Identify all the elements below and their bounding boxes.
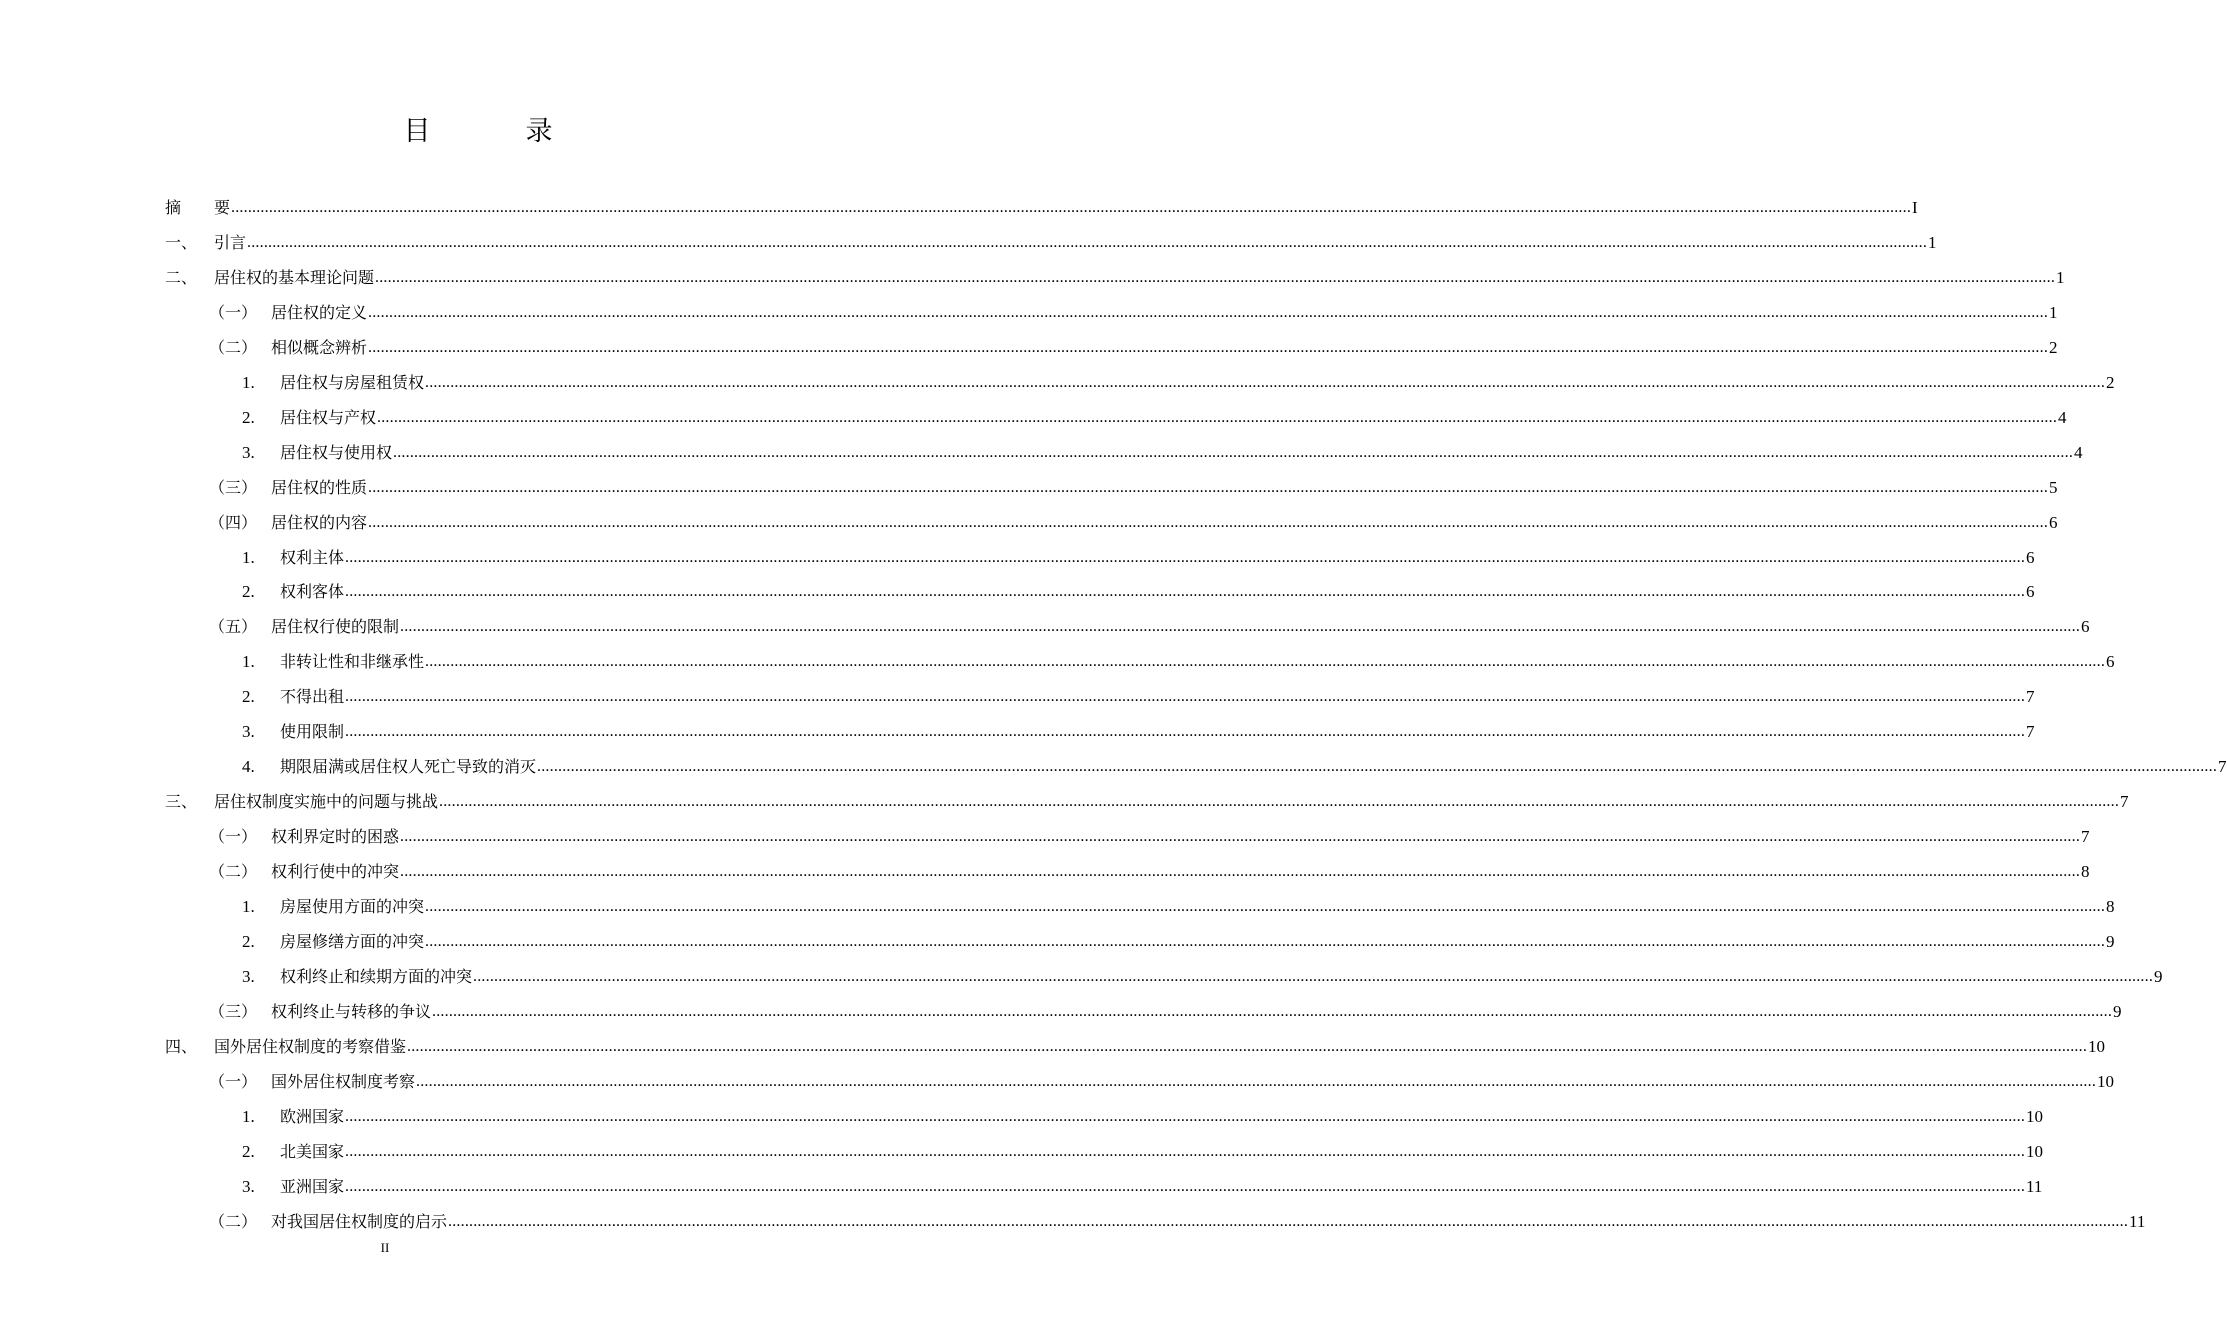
toc-entry-number: 1. [242, 372, 255, 392]
toc-entry-page: 11 [2026, 1176, 2043, 1196]
toc-entry-label: 权利客体 [280, 582, 345, 602]
toc-entry-number: 1. [242, 652, 255, 672]
toc-entry-page: 6 [2026, 547, 2035, 567]
toc-entry-label: 使用限制 [280, 722, 345, 742]
toc-dot-leader: ................................................................................................................................................................................................................................................................................................................................................................................................................ [345, 723, 2026, 741]
toc-entry-label: 亚洲国家 [280, 1176, 345, 1196]
toc-dot-leader: ................................................................................................................................................................................................................................................................................................................................................................................................................ [425, 653, 2106, 671]
toc-entry-label: 权利主体 [280, 547, 345, 567]
toc-entry[interactable] [0, 225, 1937, 260]
toc-entry-page: 4 [2074, 442, 2083, 462]
toc-entry-page: 10 [2026, 1106, 2044, 1126]
toc-entry-number: 4. [242, 757, 255, 777]
toc-entry[interactable] [0, 1169, 2043, 1204]
toc-entry-page: 9 [2154, 966, 2163, 986]
toc-entry-page: 7 [2120, 792, 2129, 812]
toc-dot-leader: ................................................................................................................................................................................................................................................................................................................................................................................................................ [345, 583, 2026, 601]
toc-entry[interactable] [0, 714, 2035, 749]
toc-entry[interactable] [0, 400, 2067, 435]
toc-entry-label: 房屋修缮方面的冲突 [280, 931, 425, 951]
toc-entry-number: 二、 [165, 267, 198, 287]
toc-entry-number: 2. [242, 582, 255, 602]
toc-dot-leader: ................................................................................................................................................................................................................................................................................................................................................................................................................ [368, 338, 2049, 356]
toc-entry[interactable] [0, 295, 2058, 330]
toc-dot-leader: ................................................................................................................................................................................................................................................................................................................................................................................................................ [247, 233, 1928, 251]
toc-entry-label: 居住权的定义 [271, 302, 368, 322]
toc-entry-number: 1. [242, 547, 255, 567]
toc-entry-label: 权利终止和续期方面的冲突 [280, 966, 473, 986]
toc-entry-label: 不得出租 [280, 687, 345, 707]
toc-entry-number: （三） [209, 477, 258, 497]
toc-entry-label: 欧洲国家 [280, 1106, 345, 1126]
toc-dot-leader: ................................................................................................................................................................................................................................................................................................................................................................................................................ [448, 1212, 2129, 1230]
toc-entry-number: 3. [242, 722, 255, 742]
toc-entry-label: 居住权行使的限制 [271, 617, 400, 637]
toc-entry-label: 引言 [214, 232, 247, 252]
toc-entry-page: 2 [2106, 372, 2115, 392]
toc-dot-leader: ................................................................................................................................................................................................................................................................................................................................................................................................................ [400, 828, 2081, 846]
toc-entry[interactable] [0, 644, 2115, 679]
toc-dot-leader: ................................................................................................................................................................................................................................................................................................................................................................................................................ [439, 793, 2120, 811]
toc-dot-leader: ................................................................................................................................................................................................................................................................................................................................................................................................................ [393, 443, 2074, 461]
toc-entry-page: 4 [2058, 407, 2067, 427]
toc-entry-label: 非转让性和非继承性 [280, 652, 425, 672]
toc-entry-number: （三） [209, 1001, 258, 1021]
toc-entry-page: 10 [2026, 1141, 2044, 1161]
toc-entry-number: 3. [242, 442, 255, 462]
toc-entry[interactable] [0, 679, 2035, 714]
toc-dot-leader: ................................................................................................................................................................................................................................................................................................................................................................................................................ [432, 1002, 2113, 1020]
toc-entry-label: 房屋使用方面的冲突 [280, 897, 425, 916]
toc-entry-number: 3. [242, 966, 255, 986]
toc-entry-number: 3. [242, 1176, 255, 1196]
toc-entry-number: （四） [209, 512, 258, 532]
toc-entry[interactable] [0, 1099, 2044, 1134]
toc-entry-label: 居住权制度实施中的问题与挑战 [214, 792, 439, 812]
toc-dot-leader: ................................................................................................................................................................................................................................................................................................................................................................................................................ [345, 1177, 2026, 1195]
toc-entry-number: （一） [209, 302, 258, 322]
toc-dot-leader: ................................................................................................................................................................................................................................................................................................................................................................................................................ [368, 303, 2049, 321]
toc-entry-number: （一） [209, 1071, 258, 1091]
toc-entry-page: 5 [2049, 477, 2058, 497]
toc-dot-leader: ................................................................................................................................................................................................................................................................................................................................................................................................................ [377, 408, 2058, 426]
toc-dot-leader: ................................................................................................................................................................................................................................................................................................................................................................................................................ [231, 199, 1912, 216]
toc-entry-label: 居住权与房屋租赁权 [280, 372, 425, 392]
toc-entry[interactable] [0, 330, 2058, 365]
toc-entry-label: 要 [214, 198, 231, 217]
toc-entry-label: 相似概念辨析 [271, 337, 368, 357]
toc-entry-page: 1 [1928, 232, 1937, 252]
toc-entry-label: 居住权与使用权 [280, 442, 393, 462]
toc-entry-page: 2 [2049, 337, 2058, 357]
toc-entry-label: 北美国家 [280, 1141, 345, 1161]
toc-entry[interactable] [0, 540, 2035, 575]
toc-entry-page: 7 [2218, 757, 2227, 777]
toc-entry-page: 7 [2026, 687, 2035, 707]
toc-entry[interactable] [0, 435, 2083, 470]
toc-dot-leader: ................................................................................................................................................................................................................................................................................................................................................................................................................ [416, 1072, 2097, 1090]
toc-entry[interactable] [0, 749, 2227, 784]
toc-entry[interactable] [0, 959, 2163, 994]
toc-dot-leader: ................................................................................................................................................................................................................................................................................................................................................................................................................ [425, 932, 2106, 950]
toc-entry[interactable] [0, 784, 2129, 819]
toc-entry[interactable] [0, 190, 1918, 225]
toc-entry[interactable] [0, 1064, 2115, 1099]
toc-entry-number: （五） [209, 617, 258, 637]
toc-entry-label: 居住权与产权 [280, 407, 377, 427]
toc-entry-label: 权利行使中的冲突 [271, 862, 400, 882]
toc-dot-leader: ................................................................................................................................................................................................................................................................................................................................................................................................................ [345, 1107, 2026, 1125]
toc-entry-label: 居住权的性质 [271, 477, 368, 497]
toc-entry-page: 9 [2113, 1001, 2122, 1021]
toc-entry[interactable] [0, 994, 2122, 1029]
toc-dot-leader: ................................................................................................................................................................................................................................................................................................................................................................................................................ [537, 758, 2218, 776]
toc-dot-leader: ................................................................................................................................................................................................................................................................................................................................................................................................................ [400, 618, 2081, 636]
toc-entry[interactable] [0, 1029, 2106, 1064]
toc-entry-page: 1 [2056, 267, 2065, 287]
toc-dot-leader: ................................................................................................................................................................................................................................................................................................................................................................................................................ [473, 967, 2154, 985]
toc-dot-leader: ................................................................................................................................................................................................................................................................................................................................................................................................................ [425, 898, 2106, 915]
toc-entry[interactable] [0, 1134, 2044, 1169]
toc-entry-label: 权利终止与转移的争议 [271, 1001, 432, 1021]
toc-entry-page: 1 [2049, 302, 2058, 322]
toc-entry[interactable] [0, 924, 2115, 959]
toc-entry-number: 一、 [165, 232, 198, 252]
toc-entry-number: 2. [242, 687, 255, 707]
toc-entry[interactable] [0, 505, 2058, 540]
toc-entry-number: 1. [242, 1106, 255, 1126]
toc-dot-leader: ................................................................................................................................................................................................................................................................................................................................................................................................................ [345, 1142, 2026, 1160]
toc-entry-label: 国外居住权制度的考察借鉴 [214, 1036, 407, 1056]
toc-entry[interactable] [0, 889, 2115, 924]
toc-entry-page: 6 [2106, 652, 2115, 672]
toc-dot-leader: ................................................................................................................................................................................................................................................................................................................................................................................................................ [425, 373, 2106, 391]
toc-entry-number: 2. [242, 931, 255, 951]
toc-entry-page: 7 [2026, 722, 2035, 742]
toc-entry-number: 2. [242, 407, 255, 427]
toc-entry-label: 权利界定时的困惑 [271, 827, 400, 847]
toc-entry-page: 6 [2049, 512, 2058, 532]
toc-entry-page: 7 [2081, 827, 2090, 847]
toc-entry-page: 6 [2026, 582, 2035, 602]
toc-entry-page: I [1912, 198, 1918, 217]
toc-entry[interactable] [0, 1204, 2146, 1239]
toc-entry-number: （二） [209, 862, 258, 882]
toc-entry-page: 6 [2081, 617, 2090, 637]
toc-entry-number: 1. [242, 897, 255, 916]
toc-entry-label: 期限届满或居住权人死亡导致的消灭 [280, 757, 537, 777]
toc-entry[interactable] [0, 819, 2090, 854]
page-title: 目 录 [403, 116, 587, 147]
toc-entry-number: 四、 [165, 1036, 198, 1056]
toc-dot-leader: ................................................................................................................................................................................................................................................................................................................................................................................................................ [407, 1037, 2088, 1055]
toc-entry[interactable] [0, 365, 2115, 400]
toc-entry-page: 8 [2106, 897, 2115, 916]
toc-entry-number: 三、 [165, 792, 198, 812]
toc-entry-page: 9 [2106, 931, 2115, 951]
toc-entry[interactable] [0, 854, 2090, 889]
toc-entry-number: （一） [209, 827, 258, 847]
toc-entry-label: 国外居住权制度考察 [271, 1071, 416, 1091]
toc-dot-leader: ................................................................................................................................................................................................................................................................................................................................................................................................................ [375, 268, 2056, 286]
toc-entry-label: 居住权的内容 [271, 512, 368, 532]
toc-entry-page: 8 [2081, 862, 2090, 882]
toc-entry[interactable] [0, 260, 2065, 295]
toc-dot-leader: ................................................................................................................................................................................................................................................................................................................................................................................................................ [345, 688, 2026, 706]
toc-entry-label: 居住权的基本理论问题 [214, 267, 375, 287]
toc-entry[interactable] [0, 470, 2058, 505]
toc-entry-page: 10 [2088, 1036, 2106, 1056]
toc-entry-page: 10 [2097, 1071, 2115, 1091]
toc-dot-leader: ................................................................................................................................................................................................................................................................................................................................................................................................................ [368, 513, 2049, 531]
toc-entry-label: 对我国居住权制度的启示 [271, 1211, 448, 1231]
toc-entry-number: （二） [209, 1211, 258, 1231]
toc-entry[interactable] [0, 609, 2090, 644]
toc-dot-leader: ................................................................................................................................................................................................................................................................................................................................................................................................................ [368, 478, 2049, 496]
toc-entry-number: （二） [209, 337, 258, 357]
toc-entry-number: 2. [242, 1141, 255, 1161]
toc-entry-page: 11 [2129, 1211, 2146, 1231]
toc-dot-leader: ................................................................................................................................................................................................................................................................................................................................................................................................................ [400, 863, 2081, 881]
toc-entry[interactable] [0, 574, 2035, 609]
page-number: II [380, 1240, 390, 1255]
toc-dot-leader: ................................................................................................................................................................................................................................................................................................................................................................................................................ [345, 548, 2026, 566]
toc-entry-number: 摘 [165, 198, 182, 217]
